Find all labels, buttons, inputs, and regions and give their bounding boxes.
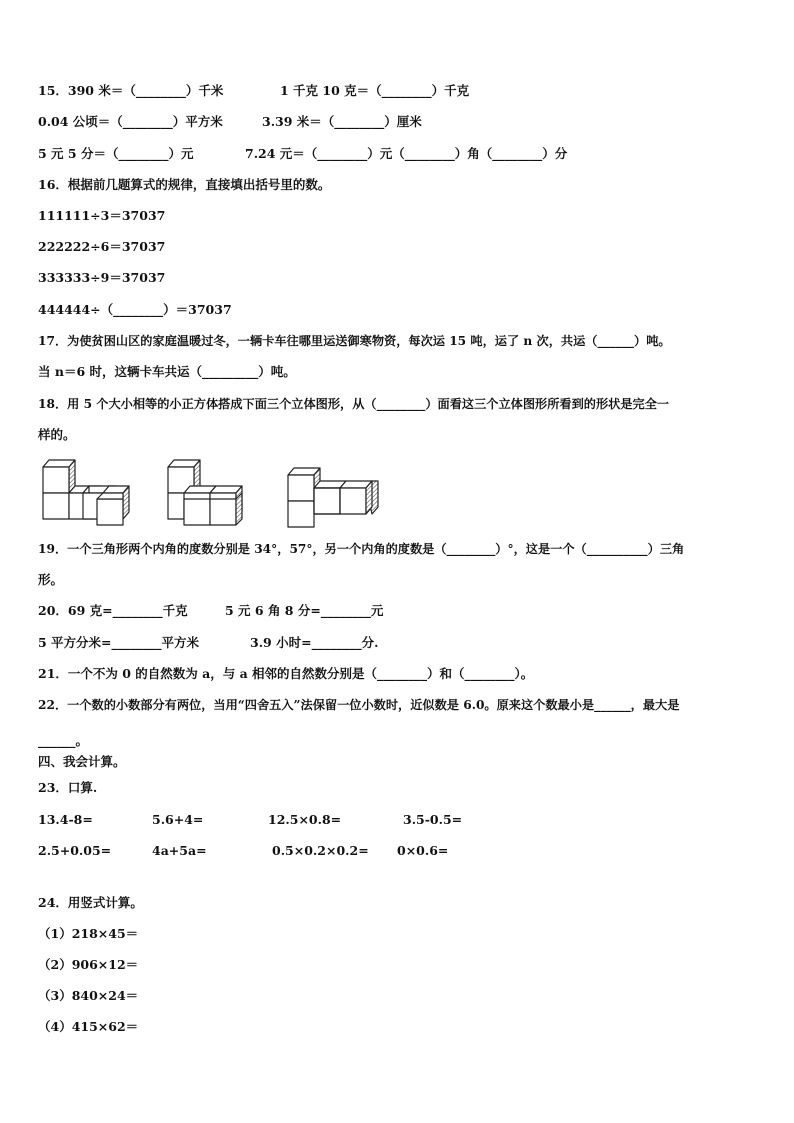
- q23-r2-c2: 4a+5a=: [152, 843, 207, 858]
- cube-figure-2: [168, 460, 242, 525]
- q24-item-4: （4）415×62＝: [38, 1019, 139, 1034]
- cube-figures: [38, 455, 388, 530]
- q23-title: 23．口算.: [38, 780, 98, 795]
- q22-line-2: ______。: [38, 733, 89, 748]
- q23-r2-c4: 0×0.6=: [397, 843, 449, 858]
- q20-item-b: 5 元 6 角 8 分=________元: [225, 603, 384, 618]
- cube-figure-3: [288, 468, 378, 527]
- q17-line-2: 当 n＝6 时，这辆卡车共运（_________）吨。: [38, 364, 296, 379]
- q21-line: 21．一个不为 0 的自然数为 a，与 a 相邻的自然数分别是（________）和（________）。: [38, 666, 534, 681]
- q15-item-a: 15．390 米＝（________）千米: [38, 83, 224, 98]
- q24-title: 24．用竖式计算。: [38, 895, 143, 910]
- q15-item-c: 0.04 公顷＝（________）平方米: [38, 114, 223, 129]
- q23-r1-c4: 3.5-0.5=: [403, 812, 463, 827]
- q16-line-1: 111111÷3＝37037: [38, 208, 166, 223]
- q18-line-2: 样的。: [38, 427, 76, 442]
- q17-line-1: 17．为使贫困山区的家庭温暖过冬，一辆卡车往哪里运送御寒物资，每次运 15 吨，运了 n 次，共运（______）吨。: [38, 334, 671, 348]
- q19-line-2: 形。: [38, 572, 64, 587]
- q16-title: 16．根据前几题算式的规律，直接填出括号里的数。: [38, 177, 331, 192]
- q23-r2-c3: 0.5×0.2×0.2=: [272, 843, 369, 858]
- q15-item-f: 7.24 元＝（________）元（________）角（________）分: [245, 146, 568, 161]
- q19-line-1: 19．一个三角形两个内角的度数分别是 34°，57°，另一个内角的度数是（________）°，这是一个（__________）三角: [38, 542, 685, 556]
- section-title: 四、我会计算。: [38, 754, 126, 769]
- q15-item-b: 1 千克 10 克＝（________）千克: [280, 83, 470, 98]
- q22-line-1: 22．一个数的小数部分有两位，当用“四舍五入”法保留一位小数时，近似数是 6.0。原来这个数最小是______，最大是: [38, 698, 680, 712]
- q16-line-3: 333333÷9＝37037: [38, 270, 166, 285]
- q20-item-a: 20．69 克=________千克: [38, 603, 188, 618]
- q15-item-e: 5 元 5 分＝（________）元: [38, 146, 194, 161]
- q24-item-1: （1）218×45＝: [38, 926, 139, 941]
- q20-item-c: 5 平方分米=________平方米: [38, 635, 200, 650]
- q23-r1-c3: 12.5×0.8=: [268, 812, 342, 827]
- q16-line-4: 444444÷（________）＝37037: [38, 302, 232, 317]
- q15-item-d: 3.39 米＝（________）厘米: [262, 114, 422, 129]
- q24-item-3: （3）840×24＝: [38, 988, 139, 1003]
- q20-item-d: 3.9 小时=________分.: [250, 635, 379, 650]
- q24-item-2: （2）906×12＝: [38, 957, 139, 972]
- cube-figure-1: [43, 460, 129, 525]
- q23-r2-c1: 2.5+0.05=: [38, 843, 112, 858]
- q18-line-1: 18．用 5 个大小相等的小正方体搭成下面三个立体图形，从（________）面看这三个立体图形所看到的形状是完全一: [38, 397, 670, 411]
- q23-r1-c1: 13.4-8=: [38, 812, 93, 827]
- q16-line-2: 222222÷6＝37037: [38, 239, 166, 254]
- q23-r1-c2: 5.6+4=: [152, 812, 204, 827]
